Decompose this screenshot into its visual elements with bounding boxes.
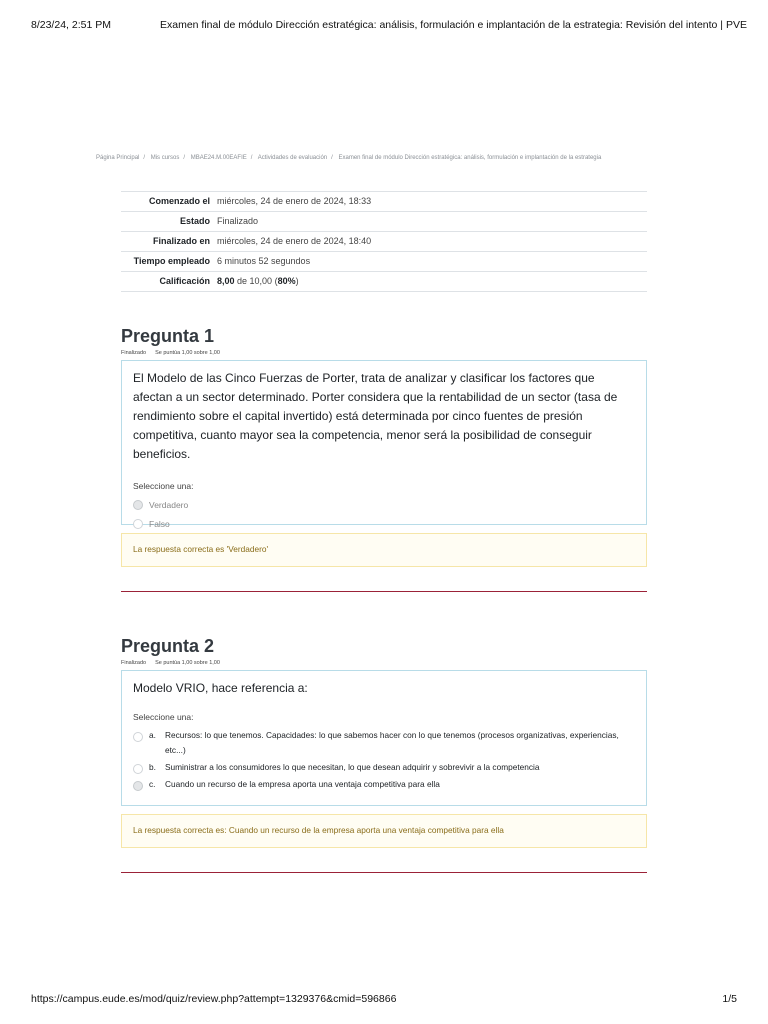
radio-button-checked[interactable]	[133, 781, 143, 791]
option-letter: b.	[149, 762, 156, 772]
grade-total: de 10,00 (	[234, 276, 278, 286]
print-url: https://campus.eude.es/mod/quiz/review.php?attempt=1329376&cmid=596866	[31, 993, 397, 1005]
question-content	[121, 670, 647, 806]
summary-row-state	[121, 212, 647, 232]
question-text: El Modelo de las Cinco Fuerzas de Porter, trata de analizar y clasificar los factores que afectan a un sector determinado. Porter considera que la rentabilidad de un sector (tasa de rendimiento sobre el capital invertido) está determinada por cinco fuentes de presión competitiva, cuanto mayor sea la competencia, menor será la posibilidad de conseguir beneficios.	[133, 371, 618, 461]
print-timestamp: 8/23/24, 2:51 PM	[31, 19, 111, 31]
breadcrumb	[96, 155, 601, 161]
attempt-summary-table	[121, 191, 647, 292]
question-divider	[121, 872, 647, 873]
print-page-title: Examen final de módulo Dirección estratégica: análisis, formulación e implantación de la estrategia: Revisión del intento | PVE	[160, 19, 747, 31]
question-points: Se puntúa 1,00 sobre 1,00	[155, 660, 220, 666]
question-meta	[121, 660, 647, 666]
breadcrumb-course[interactable]: MBAE24.M.00EAFIE	[190, 155, 247, 161]
breadcrumb-separator: /	[250, 155, 253, 161]
grade-close: )	[295, 276, 299, 286]
question-title: Pregunta 2	[121, 636, 215, 656]
breadcrumb-separator: /	[183, 155, 186, 161]
summary-value: miércoles, 24 de enero de 2024, 18:33	[217, 192, 647, 212]
answer-option-true[interactable]	[133, 500, 635, 510]
summary-label: Comenzado el	[121, 192, 217, 212]
question-divider	[121, 591, 647, 592]
summary-value	[217, 272, 647, 292]
radio-button[interactable]	[133, 732, 143, 742]
breadcrumb-my-courses[interactable]: Mis cursos	[150, 155, 180, 161]
question-status: Finalizado	[121, 350, 147, 356]
question-2	[121, 635, 647, 873]
option-letter: a.	[149, 730, 156, 740]
breadcrumb-separator: /	[143, 155, 146, 161]
question-meta	[121, 350, 647, 356]
breadcrumb-home[interactable]: Página Principal	[96, 155, 140, 161]
question-title: Pregunta 1	[121, 326, 215, 346]
grade-percent: 80%	[277, 276, 296, 286]
summary-value: Finalizado	[217, 212, 647, 232]
question-1	[121, 325, 647, 592]
option-label: Verdadero	[149, 500, 189, 510]
correct-answer-feedback: La respuesta correcta es 'Verdadero'	[121, 533, 647, 567]
question-content	[121, 360, 647, 529]
correct-answer-feedback: La respuesta correcta es: Cuando un recurso de la empresa aporta una ventaja competitiva para ella	[121, 814, 647, 848]
radio-button[interactable]	[133, 764, 143, 774]
answer-option-c[interactable]	[133, 777, 635, 792]
answer-option-b[interactable]	[133, 760, 635, 775]
breadcrumb-section[interactable]: Actividades de evaluación	[257, 155, 328, 161]
summary-label: Finalizado en	[121, 232, 217, 252]
grade-score: 8,00	[217, 276, 235, 286]
question-points: Se puntúa 1,00 sobre 1,00	[155, 350, 220, 356]
summary-value: miércoles, 24 de enero de 2024, 18:40	[217, 232, 647, 252]
option-label: Falso	[149, 519, 170, 529]
radio-button-checked[interactable]	[133, 500, 143, 510]
breadcrumb-separator: /	[331, 155, 333, 161]
summary-label: Tiempo empleado	[121, 252, 217, 272]
summary-row-started	[121, 192, 647, 212]
answer-prompt: Seleccione una:	[133, 481, 194, 491]
summary-row-time	[121, 252, 647, 272]
option-label: Cuando un recurso de la empresa aporta una ventaja competitiva para ella	[165, 779, 440, 789]
breadcrumb-quiz[interactable]: Examen final de módulo Dirección estratégica: análisis, formulación e implantación de la estrategia	[338, 155, 602, 161]
print-page-number: 1/5	[722, 993, 737, 1005]
summary-value: 6 minutos 52 segundos	[217, 252, 647, 272]
summary-label: Estado	[121, 212, 217, 232]
option-label: Suministrar a los consumidores lo que necesitan, lo que desean adquirir y sobrevivir a la competencia	[165, 762, 540, 772]
question-text: Modelo VRIO, hace referencia a:	[133, 681, 308, 695]
answer-option-false[interactable]	[133, 519, 635, 529]
answer-prompt: Seleccione una:	[133, 712, 194, 722]
summary-label: Calificación	[121, 272, 217, 292]
option-label: Recursos: lo que tenemos. Capacidades: lo que sabemos hacer con lo que tenemos (procesos organizativas, experiencias, etc...)	[165, 730, 619, 755]
question-status: Finalizado	[121, 660, 147, 666]
option-letter: c.	[149, 779, 156, 789]
answer-option-a[interactable]	[133, 728, 635, 758]
summary-row-grade	[121, 272, 647, 292]
summary-row-finished	[121, 232, 647, 252]
radio-button[interactable]	[133, 519, 143, 529]
